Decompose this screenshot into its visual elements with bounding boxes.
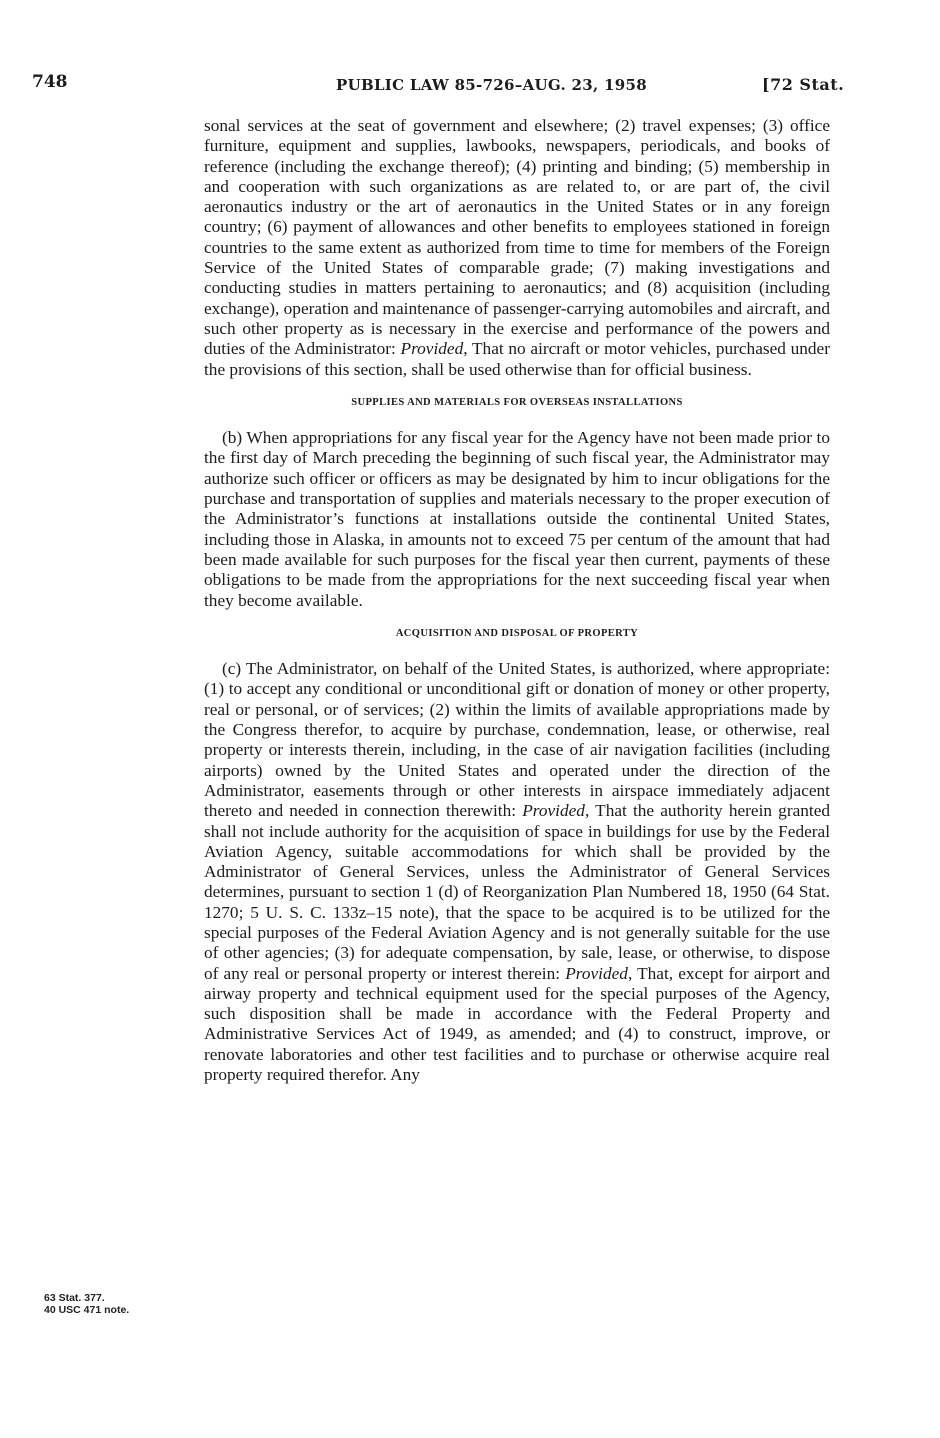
running-head: PUBLIC LAW 85-726–AUG. 23, 1958 — [336, 76, 647, 94]
section-a-paragraph: sonal services at the seat of government and elsewhere; (2) travel expenses; (3) office furniture, equipment and supplies, lawbooks, newspapers, periodicals, and books of reference (including the exchange thereof); (4) printing and binding; (5) membership in and cooperation with such organizations as are related to, or are part of, the civil aeronautics industry or the art of aeronautics in the United States or in any foreign country; (6) payment of allowances and other benefits to employees stationed in foreign countries to the same extent as authorized from time to time for members of the Foreign Service of the United States of comparable grade; (7) making investigations and conducting studies in matters pertaining to aeronautics; and (8) acquisition (including exchange), operation and maintenance of passenger-carrying automobiles and aircraft, and such other property as is necessary in the exercise and performance of the powers and duties of the Administrator: Provided, That no aircraft or motor vehicles, purchased under the provisions of this section, shall be used otherwise than for official business. — [204, 116, 830, 379]
page-number: 748 — [32, 72, 68, 92]
margin-citation-line: 63 Stat. 377. — [44, 1292, 105, 1304]
proviso-term: Provided — [565, 963, 628, 983]
section-c-paragraph: (c) The Administrator, on behalf of the United States, is authorized, where appropriate: (1) to accept any conditional or unconditional gift or donation of money or other property, real or personal, or of services; (2) within the limits of available appropriations made by the Congress therefor, to acquire by purchase, condemnation, lease, or otherwise, real property or interests therein, including, in the case of air navigation facilities (including airports) owned by the United States and operated under the direction of the Administrator, easements through or other interests in airspace immediately adjacent thereto and needed in connection therewith: Provided, That the authority herein granted shall not include authority for the acquisition of space in buildings for use by the Federal Aviation Agency, suitable accommodations for which shall be provided by the Administrator of General Services, unless the Administrator of General Services determines, pursuant to section 1 (d) of Reorganization Plan Numbered 18, 1950 (64 Stat. 1270; 5 U. S. C. 133z–15 note), that the space to be acquired is to be utilized for the special purposes of the Federal Aviation Agency and is not generally suitable for the use of other agencies; (3) for adequate compensation, by sale, lease, or otherwise, to dispose of any real or personal property or interest therein: Provided, That, except for airport and airway property and technical equipment used for the special purposes of the Agency, such disposition shall be made in accordance with the Federal Property and Administrative Services Act of 1949, as amended; and (4) to construct, improve, or renovate laboratories and other test facilities and to purchase or otherwise acquire real property required therefor. Any — [204, 659, 830, 1085]
margin-citation-line: 40 USC 471 note. — [44, 1304, 130, 1316]
proviso-term: Provided — [400, 339, 464, 359]
proviso-term: Provided — [522, 801, 585, 821]
section-b-heading: SUPPLIES AND MATERIALS FOR OVERSEAS INSTALLATIONS — [351, 396, 683, 408]
section-c-heading: ACQUISITION AND DISPOSAL OF PROPERTY — [395, 627, 639, 639]
document-body — [204, 116, 830, 1085]
volume-reference: [72 Stat. — [762, 75, 845, 94]
margin-citation — [44, 1292, 129, 1316]
section-b-paragraph: (b) When appropriations for any fiscal year for the Agency have not been made prior to the first day of March preceding the beginning of such fiscal year, the Administrator may authorize such officer or officers as may be designated by him to incur obligations for the purchase and transportation of supplies and materials necessary to the proper execution of the Administrator’s functions at installations outside the continental United States, including those in Alaska, in amounts not to exceed 75 per centum of the amount that had been made available for such purposes for the fiscal year then current, payments of these obligations to be made from the appropriations for the next succeeding fiscal year when they become available. — [204, 428, 830, 610]
